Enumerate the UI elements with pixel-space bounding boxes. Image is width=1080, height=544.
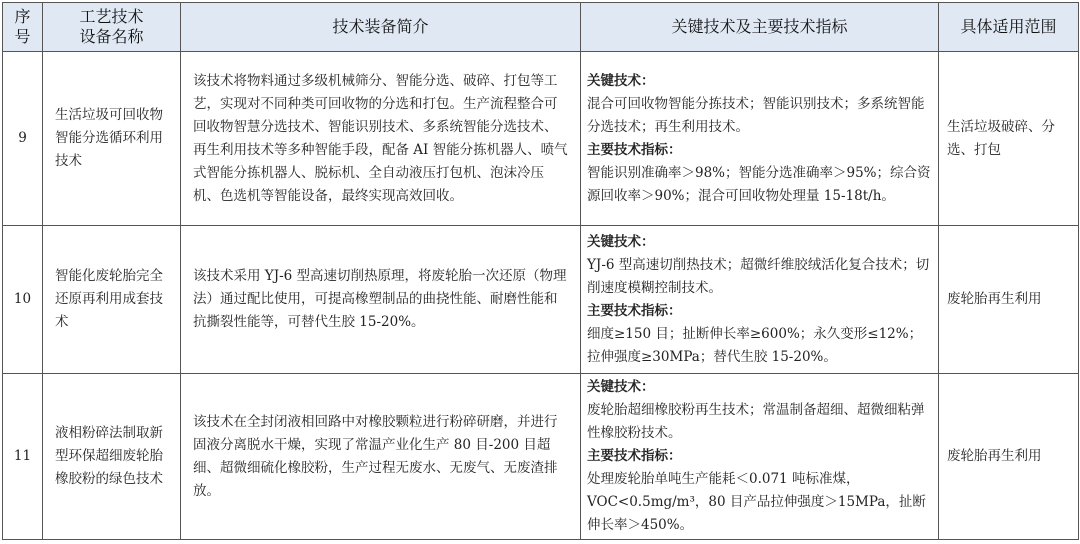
table-header-row [3, 3, 1079, 52]
indicator-label: 主要技术指标： [587, 141, 682, 158]
table-row [3, 52, 1079, 226]
scope: 生活垃圾破碎、分选、打包 [939, 52, 1079, 226]
header-key: 关键技术及主要技术指标 [581, 3, 939, 52]
row-number: 11 [3, 374, 43, 540]
key-tech-text: 混合可回收物智能分拣技术；智能识别技术；多系统智能分选技术；再生利用技术。 [587, 95, 925, 135]
key-tech-text: YJ-6 型高速切削热技术；超微纤维胶绒活化复合技术；切削速度模糊控制技术。 [587, 256, 930, 296]
key-tech-cell [581, 374, 939, 540]
scope: 废轮胎再生利用 [939, 226, 1079, 374]
row-number: 10 [3, 226, 43, 374]
header-scope: 具体适用范围 [939, 3, 1079, 52]
key-tech-text: 废轮胎超细橡胶粉再生技术；常温制备超细、超微细粘弹性橡胶粉技术。 [587, 402, 925, 441]
key-tech-label: 关键技术： [587, 233, 655, 250]
header-no: 序 号 [3, 3, 43, 52]
header-desc: 技术装备简介 [181, 3, 581, 52]
table-row [3, 226, 1079, 374]
indicator-text: 智能识别准确率＞98%；智能分选准确率＞95%；综合资源回收率＞90%；混合可回收物处理量 15-18t/h。 [587, 164, 931, 204]
tech-name: 生活垃圾可回收物智能分选循环利用技术 [43, 52, 181, 226]
indicator-label: 主要技术指标： [587, 448, 682, 464]
indicator-text: 细度≥150 目；扯断伸长率≥600%；永久变形≤12%；拉伸强度≥30MPa；替代生胶 15-20%。 [587, 325, 923, 365]
indicator-text: 处理废轮胎单吨生产能耗＜0.071 吨标准煤，VOC<0.5mg/m³，80 目产品拉伸强度＞15MPa，扯断伸长率＞450%。 [587, 471, 926, 533]
tech-name: 液相粉碎法制取新型环保超细废轮胎橡胶粉的绿色技术 [43, 374, 181, 540]
key-tech-label: 关键技术： [587, 72, 655, 89]
key-tech-cell [581, 52, 939, 226]
technology-table [2, 2, 1079, 540]
key-tech-cell [581, 226, 939, 374]
table-row [3, 374, 1079, 540]
tech-name: 智能化废轮胎完全还原再利用成套技术 [43, 226, 181, 374]
scope: 废轮胎再生利用 [939, 374, 1079, 540]
header-name: 工艺技术 设备名称 [43, 3, 181, 52]
tech-description: 该技术采用 YJ-6 型高速切削热原理，将废轮胎一次还原（物理法）通过配比使用，可提高橡塑制品的曲挠性能、耐磨性能和抗撕裂性能等，可替代生胶 15-20%。 [181, 226, 581, 374]
row-number: 9 [3, 52, 43, 226]
key-tech-label: 关键技术： [587, 379, 655, 395]
tech-description: 该技术在全封闭液相回路中对橡胶颗粒进行粉碎研磨，并进行固液分离脱水干燥，实现了常温产业化生产 80 目-200 目超细、超微细硫化橡胶粉，生产过程无废水、无废气、无废渣排放。 [181, 374, 581, 540]
indicator-label: 主要技术指标： [587, 302, 682, 319]
tech-description: 该技术将物料通过多级机械筛分、智能分选、破碎、打包等工艺，实现对不同种类可回收物的分选和打包。生产流程整合可回收物智慧分选技术、智能识别技术、多系统智能分选技术、再生利用技术等多种智能手段，配备 AI 智能分拣机器人、喷气式智能分拣机器人、脱标机、全自动液压打包机、泡沫冷压机、色选机等智能设备，最终实现高效回收。 [181, 52, 581, 226]
